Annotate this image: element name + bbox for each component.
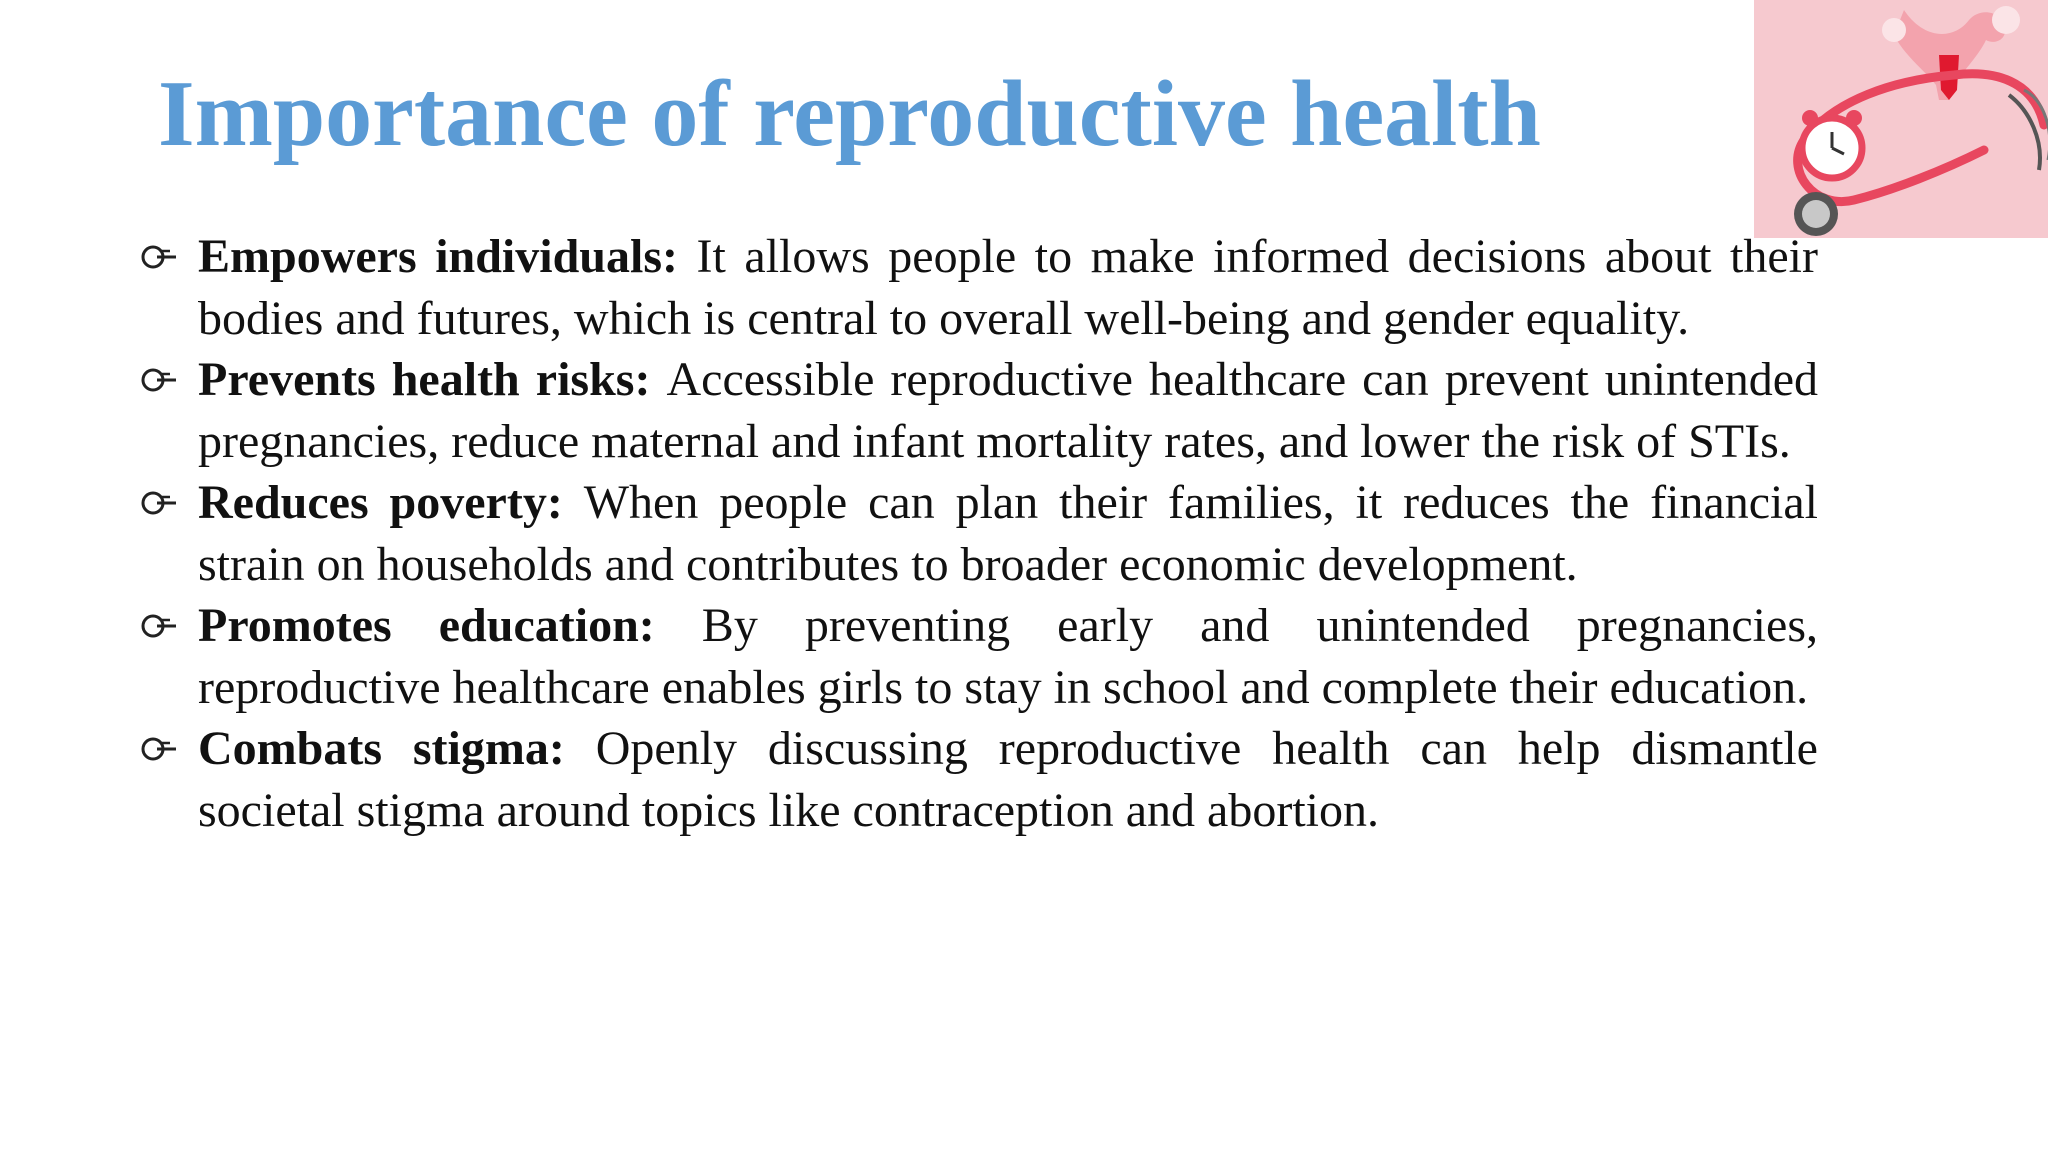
bullet-text: By preventing early and unintended pregnancies, reproductive healthcare enables girls to stay in school and complete their education. [198, 599, 1819, 714]
hand-pointer-icon [140, 613, 180, 639]
hand-pointer-icon [140, 367, 180, 393]
bullet-list [140, 226, 1818, 841]
alarm-clock-icon [1802, 110, 1862, 178]
bullet-heading: Prevents health risks: [198, 353, 667, 406]
bullet-text: It allows people to make informed decisions about their bodies and futures, which is central to overall well-being and gender equality. [198, 230, 1819, 345]
bullet-item [140, 718, 1818, 841]
bullet-heading: Reduces poverty: [198, 476, 584, 529]
bullet-text: Accessible reproductive healthcare can prevent unintended pregnancies, reduce maternal and infant mortality rates, and lower the risk of STIs. [198, 353, 1819, 468]
bullet-text: When people can plan their families, it reduces the financial strain on households and contributes to broader economic development. [198, 476, 1819, 591]
reproductive-health-photo [1754, 0, 2048, 238]
bullet-item [140, 349, 1818, 472]
slide-title: Importance of reproductive health [158, 62, 1541, 166]
bullet-heading: Promotes education: [198, 599, 702, 652]
bullet-item [140, 226, 1818, 349]
bullet-item [140, 472, 1818, 595]
hand-pointer-icon [140, 490, 180, 516]
hand-pointer-icon [140, 736, 180, 762]
bullet-heading: Combats stigma: [198, 722, 596, 775]
hand-pointer-icon [140, 244, 180, 270]
bullet-text: Openly discussing reproductive health can help dismantle societal stigma around topics like contraception and abortion. [198, 722, 1818, 837]
bullet-item [140, 595, 1818, 718]
bullet-heading: Empowers individuals: [198, 230, 697, 283]
